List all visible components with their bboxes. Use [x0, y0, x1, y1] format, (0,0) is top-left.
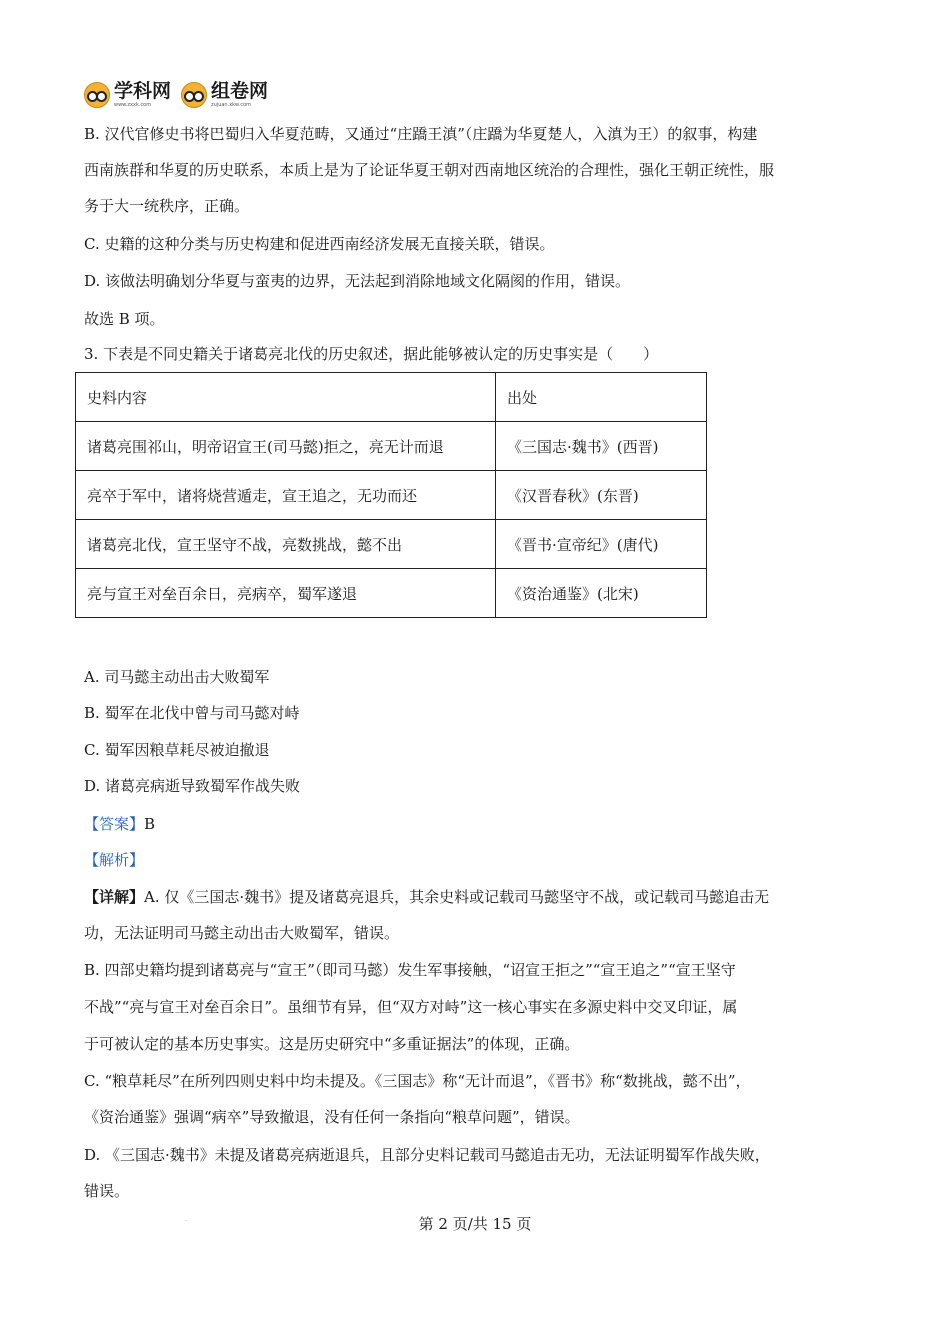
detail-tag: 【详解】: [84, 888, 145, 906]
logo-url: zujuan.xkw.com: [211, 102, 251, 108]
answer-value: B: [144, 815, 156, 833]
analysis-a-line: [84, 879, 864, 915]
analysis-d-line: D. 《三国志·魏书》未提及诸葛亮病逝退兵，且部分史料记载司马懿追击无功，无法证明蜀军作战失败，: [84, 1146, 770, 1164]
owl-mascot-icon: [181, 82, 207, 108]
table-cell: 《资治通鉴》(北宋): [496, 569, 707, 618]
header-logos: [84, 80, 268, 110]
analysis-a-text: A. 仅《三国志·魏书》提及诸葛亮退兵，其余史料或记载司马懿坚守不战，或记载司马懿追击无: [144, 888, 770, 906]
table-row: [76, 520, 707, 569]
option-a: A. 司马懿主动出击大败蜀军: [84, 668, 270, 686]
analysis-tag: [84, 842, 864, 878]
table-cell: 亮与宣王对垒百余日，亮病卒，蜀军遂退: [76, 569, 496, 618]
analysis-c-line: 《资治通鉴》强调“病卒”导致撤退，没有任何一条指向“粮草问题”，错误。: [84, 1108, 580, 1126]
zujuan-logo: [181, 82, 268, 108]
prev-option-d-line: D. 该做法明确划分华夏与蛮夷的边界，无法起到消除地域文化隔阂的作用，错误。: [84, 272, 631, 290]
answer-line: [84, 806, 864, 842]
answer-tag: 【答案】: [84, 815, 145, 833]
analysis-label: 【解析】: [84, 851, 145, 869]
table-cell: 《汉晋春秋》(东晋): [496, 471, 707, 520]
prev-option-c-line: C. 史籍的这种分类与历史构建和促进西南经济发展无直接关联，错误。: [84, 235, 555, 253]
option-b: B. 蜀军在北伐中曾与司马懿对峙: [84, 704, 300, 722]
logo-name: 学科网: [114, 80, 172, 102]
analysis-a-line: 功，无法证明司马懿主动出击大败蜀军，错误。: [84, 924, 400, 942]
table-cell: 《晋书·宣帝纪》(唐代): [496, 520, 707, 569]
table-header-cell: 史料内容: [76, 373, 496, 422]
prev-option-b-line: 务于大一统秩序，正确。: [84, 197, 250, 215]
logo-name: 组卷网: [211, 80, 269, 102]
footer-dot: ·: [185, 1218, 187, 1225]
page-number: 第 2 页/共 15 页: [418, 1215, 532, 1233]
option-d: D. 诸葛亮病逝导致蜀军作战失败: [84, 777, 301, 795]
table-cell: 诸葛亮北伐，宣王坚守不战，亮数挑战，懿不出: [76, 520, 496, 569]
prev-choose-line: 故选 B 项。: [84, 310, 165, 328]
table-row: [76, 422, 707, 471]
question-stem: 3. 下表是不同史籍关于诸葛亮北伐的历史叙述，据此能够被认定的历史事实是（ ）: [84, 345, 659, 363]
zxxk-logo: [84, 82, 171, 108]
analysis-b-line: 不战”“亮与宣王对垒百余日”。虽细节有异，但“双方对峙”这一核心事实在多源史料中交叉印证，属: [84, 998, 738, 1016]
owl-mascot-icon: [84, 82, 110, 108]
analysis-b-line: 于可被认定的基本历史事实。这是历史研究中“多重证据法”的体现，正确。: [84, 1035, 580, 1053]
table-header-cell: 出处: [496, 373, 707, 422]
prev-option-b-line: B. 汉代官修史书将巴蜀归入华夏范畴，又通过“庄蹻王滇”（庄蹻为华夏楚人，入滇为王）的叙事，构建: [84, 125, 758, 143]
table-row: [76, 569, 707, 618]
table-cell: 《三国志·魏书》(西晋): [496, 422, 707, 471]
source-table: [75, 372, 707, 618]
prev-option-b-line: 西南族群和华夏的历史联系，本质上是为了论证华夏王朝对西南地区统治的合理性，强化王朝正统性，服: [84, 161, 775, 179]
analysis-b-line: B. 四部史籍均提到诸葛亮与“宣王”（即司马懿）发生军事接触，“诏宣王拒之”“宣王追之”“宣王坚守: [84, 961, 736, 979]
table-row: [76, 471, 707, 520]
analysis-c-line: C. “粮草耗尽”在所列四则史料中均未提及。《三国志》称“无计而退”，《晋书》称“数挑战，懿不出”，: [84, 1072, 751, 1090]
logo-url: www.zxxk.com: [114, 102, 152, 108]
table-cell: 亮卒于军中，诸将烧营遁走，宣王追之，无功而还: [76, 471, 496, 520]
analysis-d-line: 错误。: [84, 1182, 130, 1200]
table-cell: 诸葛亮围祁山，明帝诏宣王(司马懿)拒之，亮无计而退: [76, 422, 496, 471]
table-header-row: [76, 373, 707, 422]
option-c: C. 蜀军因粮草耗尽被迫撤退: [84, 741, 270, 759]
